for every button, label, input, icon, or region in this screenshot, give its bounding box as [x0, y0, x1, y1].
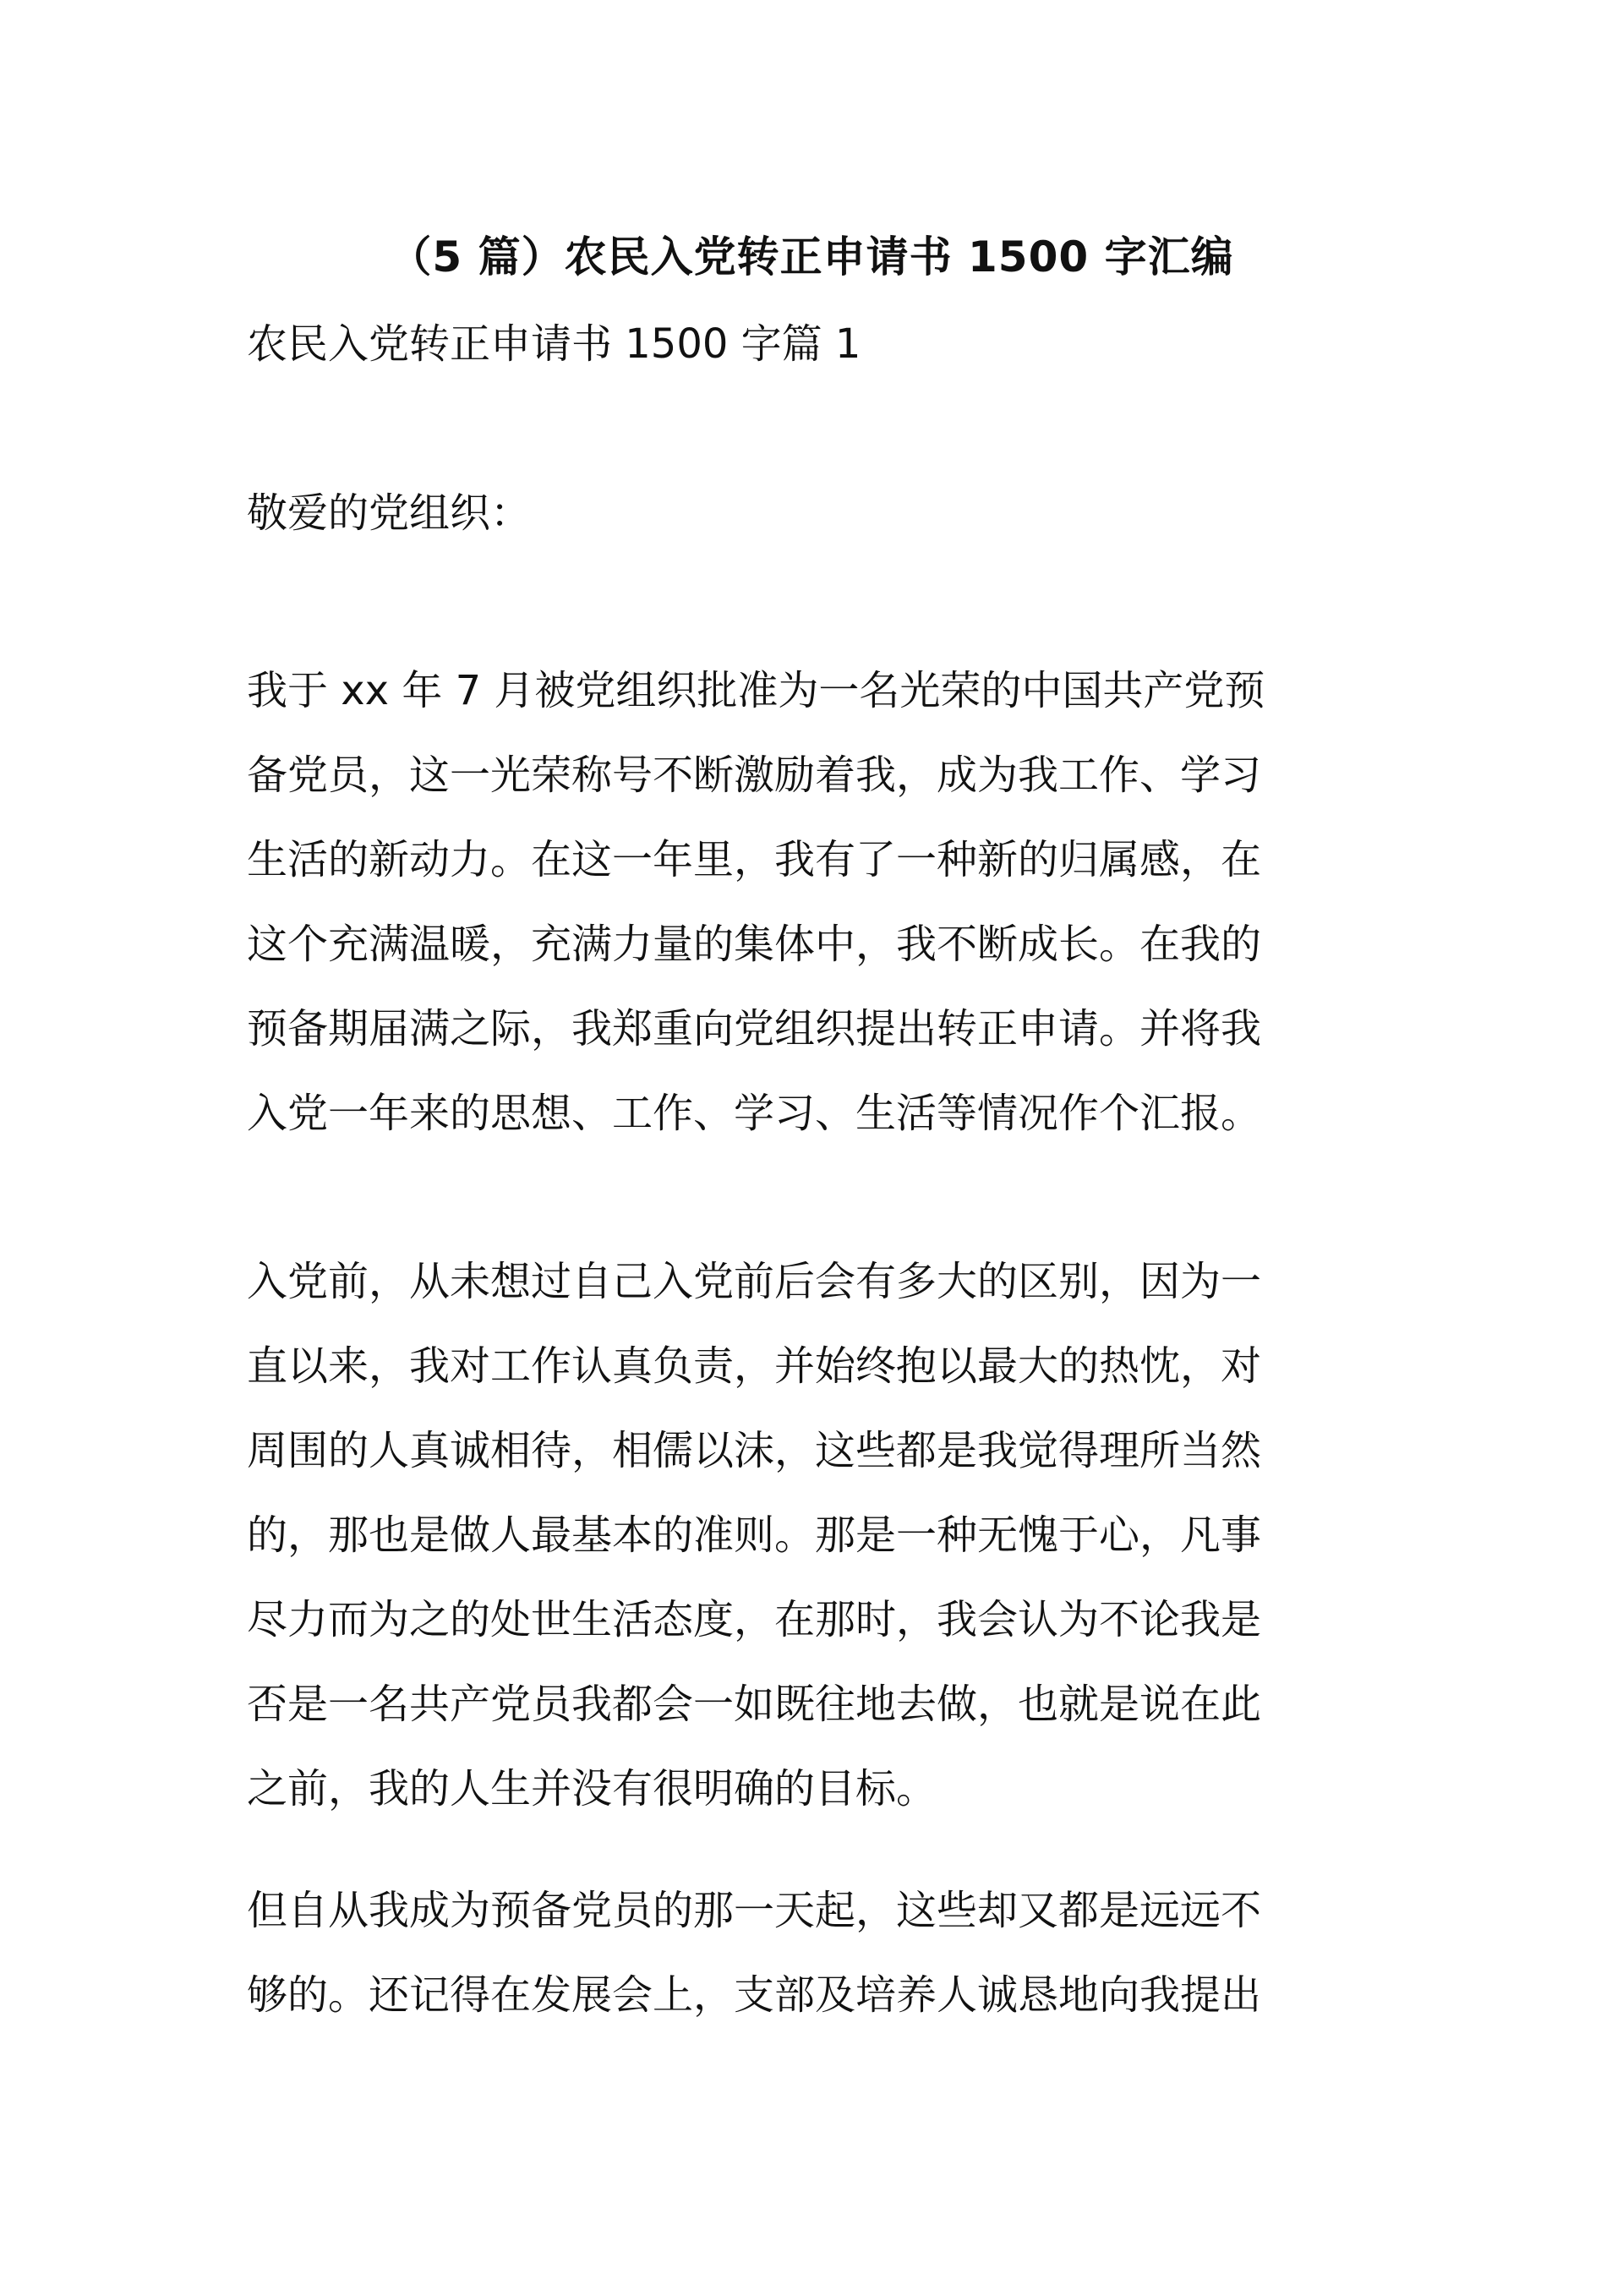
paragraph-line: 入党前，从未想过自己入党前后会有多大的区别，因为一	[247, 1258, 1262, 1305]
section-subtitle: 农民入党转正申请书 1500 字篇 1	[247, 320, 861, 368]
paragraph-line: 尽力而为之的处世生活态度，在那时，我会认为不论我是	[247, 1596, 1262, 1643]
paragraph-line: 周围的人真诚相待，相儒以沫，这些都是我觉得理所当然	[247, 1427, 1262, 1474]
paragraph-line: 我于 xx 年 7 月被党组织批准为一名光荣的中国共产党预	[247, 667, 1265, 714]
paragraph-1	[247, 648, 1396, 1156]
paragraph-line: 生活的新动力。在这一年里，我有了一种新的归属感，在	[247, 836, 1262, 883]
paragraph-line: 的，那也是做人最基本的准则。那是一种无愧于心，凡事	[247, 1512, 1262, 1559]
paragraph-2	[247, 1239, 1396, 1831]
paragraph-line: 预备期届满之际，我郑重向党组织提出转正申请。并将我	[247, 1005, 1262, 1052]
paragraph-line: 但自从我成为预备党员的那一天起，这些却又都是远远不	[247, 1887, 1262, 1934]
paragraph-line: 直以来，我对工作认真负责，并始终抱以最大的热忱，对	[247, 1342, 1262, 1390]
salutation: 敬爱的党组织：	[247, 489, 532, 537]
paragraph-3	[247, 1868, 1396, 2037]
paragraph-line: 入党一年来的思想、工作、学习、生活等情况作个汇报。	[247, 1090, 1262, 1137]
paragraph-line: 否是一名共产党员我都会一如既往地去做，也就是说在此	[247, 1681, 1262, 1728]
paragraph-line: 这个充满温暖，充满力量的集体中，我不断成长。在我的	[247, 921, 1262, 968]
paragraph-line: 够的。还记得在发展会上，支部及培养人诚恳地向我提出	[247, 1971, 1262, 2019]
paragraph-line: 备党员，这一光荣称号不断激励着我，成为我工作、学习	[247, 752, 1262, 799]
document-title: （5 篇）农民入党转正申请书 1500 字汇编	[389, 232, 1234, 282]
paragraph-line: 之前，我的人生并没有很明确的目标。	[247, 1765, 937, 1812]
